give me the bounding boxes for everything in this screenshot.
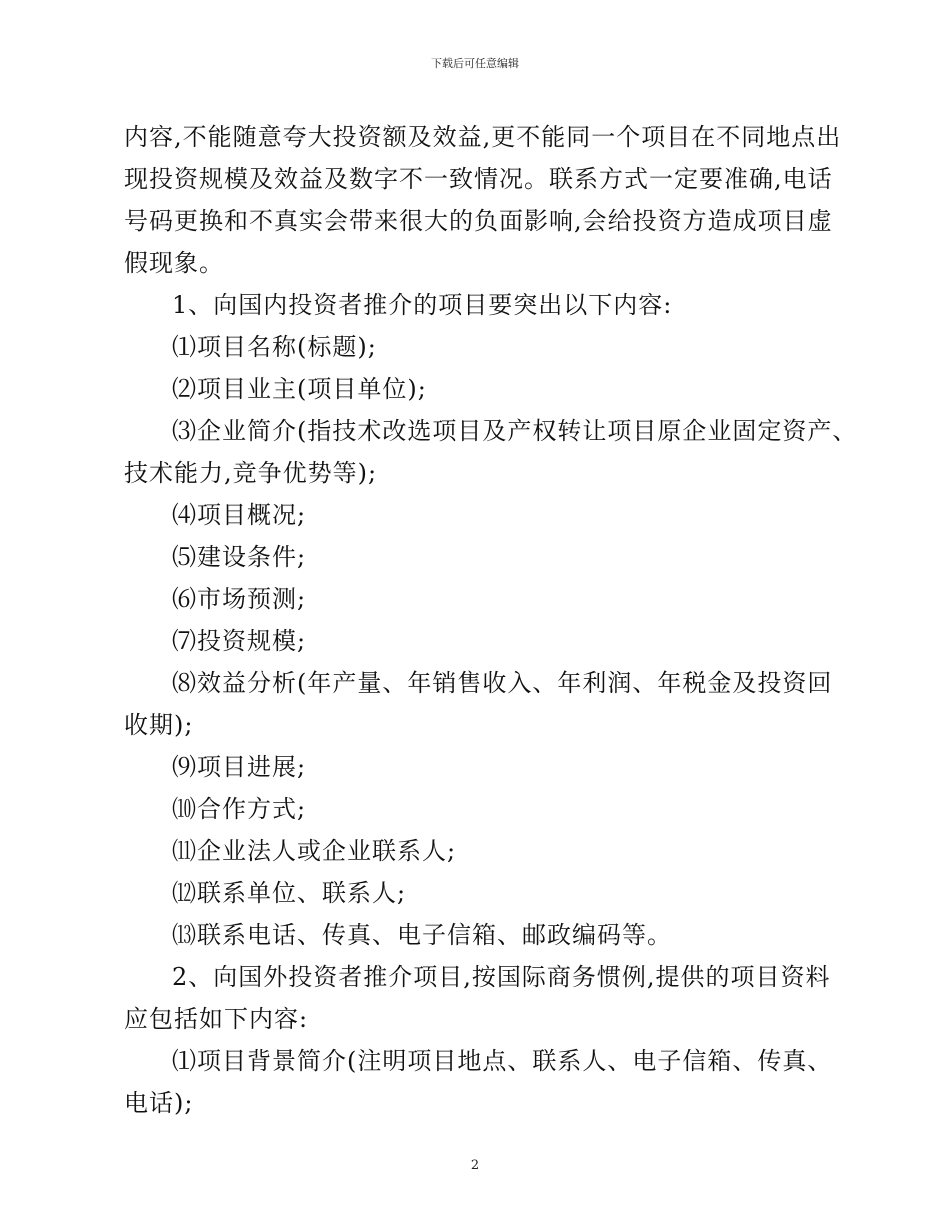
list-item: ⑻效益分析(年产量、年销售收入、年利润、年税金及投资回 [172, 669, 833, 697]
list-item: ⑷项目概况; [172, 501, 307, 529]
list-item: ⑴项目名称(标题); [172, 333, 377, 361]
section-heading: 2、向国外投资者推介项目,按国际商务惯例,提供的项目资料 [172, 963, 831, 991]
paragraph-line: 号码更换和不真实会带来很大的负面影响,会给投资方造成项目虚 [124, 207, 833, 235]
page-number: 2 [470, 1158, 480, 1173]
list-item: ⑹市场预测; [172, 585, 307, 613]
paragraph-line: 现投资规模及效益及数字不一致情况。联系方式一定要准确,电话 [124, 165, 833, 193]
list-item: ⑾企业法人或企业联系人; [172, 837, 457, 865]
section-heading: 1、向国内投资者推介的项目要突出以下内容: [172, 291, 673, 319]
paragraph-line: 假现象。 [124, 249, 224, 277]
section-heading-continuation: 应包括如下内容: [124, 1005, 309, 1033]
page-header: 下载后可任意编辑 [431, 57, 519, 70]
list-item: ⑵项目业主(项目单位); [172, 375, 427, 403]
list-item-continuation: 电话); [124, 1089, 194, 1117]
document-body [124, 116, 858, 1124]
list-item: ⑺投资规模; [172, 627, 307, 655]
list-item-continuation: 技术能力,竞争优势等); [124, 459, 378, 487]
list-item: ⑸建设条件; [172, 543, 307, 571]
list-item: ⑿联系单位、联系人; [172, 879, 407, 907]
list-item-continuation: 收期); [124, 711, 194, 739]
list-item: ⑴项目背景简介(注明项目地点、联系人、电子信箱、传真、 [172, 1047, 833, 1075]
paragraph-line: 内容,不能随意夸大投资额及效益,更不能同一个项目在不同地点出 [124, 123, 842, 151]
list-item: ⑽合作方式; [172, 795, 307, 823]
list-item: ⑶企业简介(指技术改选项目及产权转让项目原企业固定资产、 [172, 417, 858, 445]
list-item: ⑼项目进展; [172, 753, 307, 781]
list-item: ⒀联系电话、传真、电子信箱、邮政编码等。 [172, 921, 672, 949]
